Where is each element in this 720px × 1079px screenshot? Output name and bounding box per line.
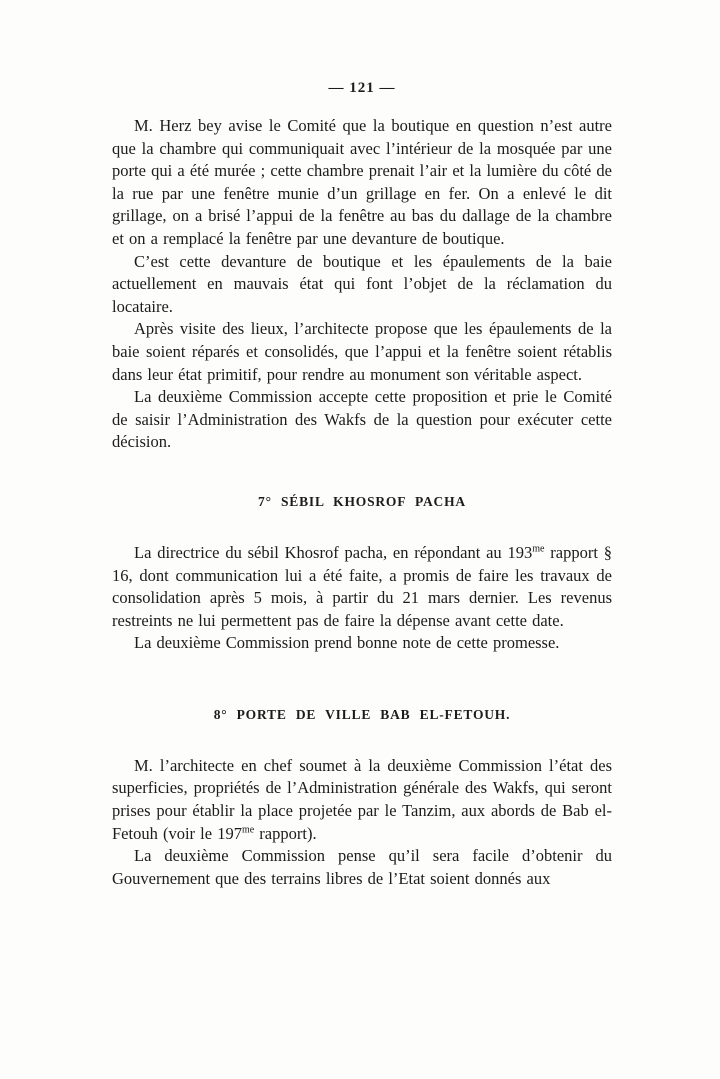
- paragraph-2: C’est cette devanture de boutique et les épaulements de la baie actuellement en mauvais état qui font l’objet de la réclamation du locataire.: [112, 251, 612, 316]
- paragraph-1: M. Herz bey avise le Comité que la boutique en question n’est autre que la chambre qui communiquait avec l’intérieur de la mosquée par une porte qui a été murée ; cette chambre prenait l’air et la lumière du côté de la rue par une fenêtre munie d’un grillage en fer. On a enlevé le dit grillage, on a brisé l’appui de la fenêtre au bas du dallage de la chambre et on a remplacé la fenêtre par une devanture de boutique.: [112, 116, 612, 248]
- page-content: [112, 80, 612, 890]
- paragraph-5: [112, 542, 612, 632]
- page-number: — 121 —: [328, 80, 396, 96]
- ordinal-superscript-193: me: [532, 543, 545, 555]
- paragraph-5-text: La directrice du sébil Khosrof pacha, en répondant au 193: [134, 542, 533, 562]
- paragraph-7-text: M. l’architecte en chef soumet à la deuxième Commission l’état des superficies, propriétés de l’Administration générale des Wakfs, qui seront prises pour établir la place projetée par le Tanzim, aux abords de Bab el-Fetouh (voir le 197: [112, 755, 612, 843]
- paragraph-8: La deuxième Commission pense qu’il sera facile d’obtenir du Gouvernement que des terrains libres de l’Etat soient donnés aux: [112, 846, 612, 888]
- ordinal-superscript-197: me: [241, 824, 255, 836]
- section-heading-8: 8° PORTE DE VILLE BAB EL-FETOUH.: [213, 706, 511, 722]
- paragraph-7: [112, 755, 612, 845]
- paragraph-6: La deuxième Commission prend bonne note de cette promesse.: [134, 633, 560, 653]
- paragraph-3: Après visite des lieux, l’architecte propose que les épaulements de la baie soient réparés et consolidés, que l’appui et la fenêtre soient rétablis dans leur état primitif, pour rendre au monument son véritable aspect.: [112, 319, 612, 384]
- section-heading-7: 7° SÉBIL KHOSROF PACHA: [258, 493, 466, 509]
- paragraph-4: La deuxième Commission accepte cette proposition et prie le Comité de saisir l’Administration des Wakfs de la question pour exécuter cette décision.: [112, 387, 612, 452]
- paragraph-7-text-cont: rapport).: [254, 823, 317, 843]
- paragraph-5-text-cont: rapport § 16, dont communication lui a été faite, a promis de faire les travaux de consolidation après 5 mois, à partir du 21 mars dernier. Les revenus restreints ne lui permettent pas de faire la dépense avant cette date.: [112, 542, 612, 630]
